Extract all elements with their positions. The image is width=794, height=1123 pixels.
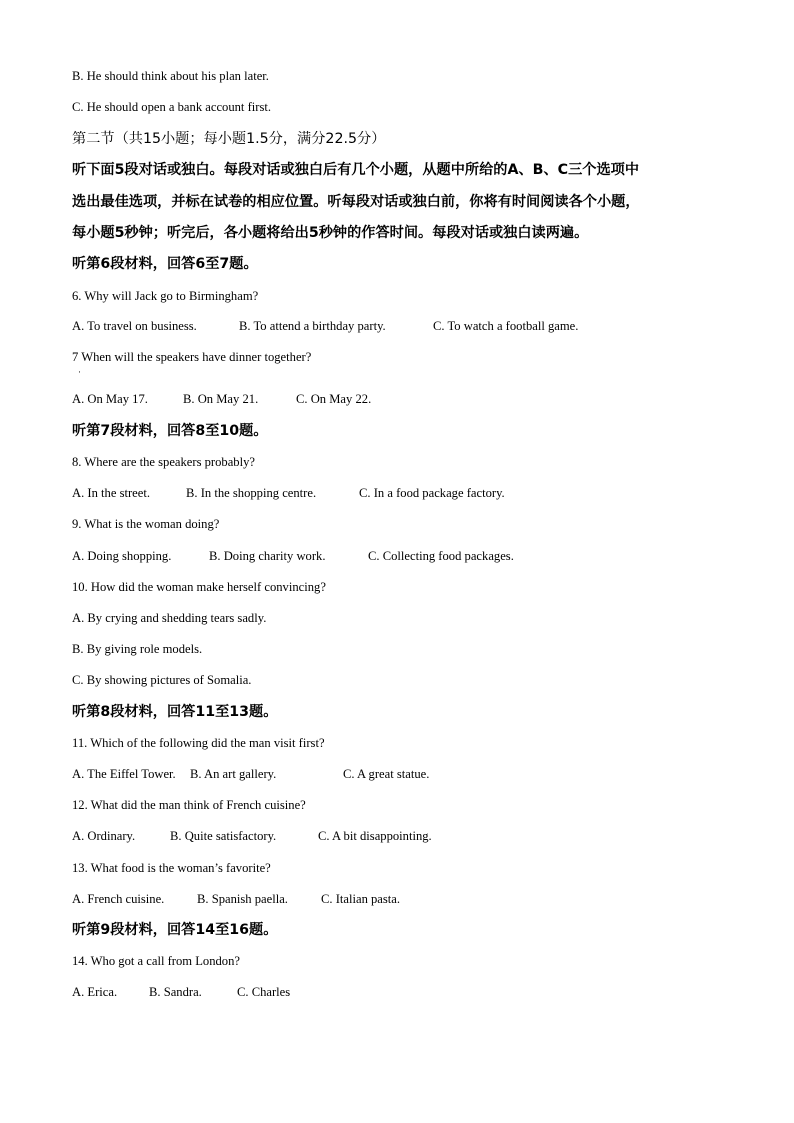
option-c: C. On May 22. xyxy=(296,392,372,406)
question-11: 11. Which of the following did the man visit first? xyxy=(72,736,325,750)
question-12: 12. What did the man think of French cuisine? xyxy=(72,798,306,812)
question-6: 6. Why will Jack go to Birmingham? xyxy=(72,289,259,303)
option-c: C. Collecting food packages. xyxy=(368,549,514,563)
option-a: A. To travel on business. xyxy=(72,319,197,333)
options-6 xyxy=(72,318,578,334)
option-a: A. On May 17. xyxy=(72,392,148,406)
options-12 xyxy=(72,828,432,844)
instruction-line: 听下面5段对话或独白。每段对话或独白后有几个小题，从题中所给的A、B、C三个选项中 xyxy=(72,162,640,178)
options-7 xyxy=(72,391,371,407)
passage-heading: 听第8段材料，回答11至13题。 xyxy=(72,704,278,720)
option-a: A. Ordinary. xyxy=(72,829,136,843)
question-8: 8. Where are the speakers probably? xyxy=(72,455,255,469)
option-b: B. On May 21. xyxy=(183,392,259,406)
options-14 xyxy=(72,984,290,1000)
section-title: 第二节（共15小题；每小题1.5分，满分22.5分） xyxy=(72,131,386,147)
option-a: A. By crying and shedding tears sadly. xyxy=(72,611,267,625)
stray-mark: · xyxy=(78,367,81,377)
option-b: B. An art gallery. xyxy=(190,767,277,781)
option-c: C. In a food package factory. xyxy=(359,486,505,500)
option-b: B. Quite satisfactory. xyxy=(170,829,277,843)
option-line: B. He should think about his plan later. xyxy=(72,69,269,83)
options-13 xyxy=(72,891,400,907)
option-c: C. Italian pasta. xyxy=(321,892,401,906)
option-a: A. In the street. xyxy=(72,486,150,500)
question-14: 14. Who got a call from London? xyxy=(72,954,240,968)
option-b: B. To attend a birthday party. xyxy=(239,319,386,333)
option-b: B. By giving role models. xyxy=(72,642,203,656)
option-line: C. He should open a bank account first. xyxy=(72,100,272,114)
question-7: 7 When will the speakers have dinner together? xyxy=(72,350,312,364)
option-a: A. Doing shopping. xyxy=(72,549,172,563)
option-a: A. The Eiffel Tower. xyxy=(72,767,176,781)
options-8 xyxy=(72,485,505,501)
passage-heading: 听第7段材料，回答8至10题。 xyxy=(72,423,268,439)
option-c: C. By showing pictures of Somalia. xyxy=(72,673,252,687)
options-9 xyxy=(72,548,514,564)
instruction-line: 选出最佳选项，并标在试卷的相应位置。听每段对话或独白前，你将有时间阅读各个小题， xyxy=(72,194,640,210)
instruction-line: 每小题5秒钟；听完后，各小题将给出5秒钟的作答时间。每段对话或独白读两遍。 xyxy=(72,225,589,241)
option-c: C. A great statue. xyxy=(343,767,430,781)
question-13: 13. What food is the woman’s favorite? xyxy=(72,861,271,875)
options-11 xyxy=(72,766,429,782)
option-a: A. French cuisine. xyxy=(72,892,165,906)
option-c: C. Charles xyxy=(237,985,291,999)
question-9: 9. What is the woman doing? xyxy=(72,517,220,531)
option-b: B. Sandra. xyxy=(149,985,202,999)
passage-heading: 听第6段材料，回答6至7题。 xyxy=(72,256,258,272)
option-c: C. A bit disappointing. xyxy=(318,829,432,843)
passage-heading: 听第9段材料，回答14至16题。 xyxy=(72,922,278,938)
question-10: 10. How did the woman make herself convincing? xyxy=(72,580,326,594)
option-b: B. In the shopping centre. xyxy=(186,486,317,500)
option-c: C. To watch a football game. xyxy=(433,319,579,333)
option-b: B. Spanish paella. xyxy=(197,892,288,906)
option-a: A. Erica. xyxy=(72,985,118,999)
option-b: B. Doing charity work. xyxy=(209,549,326,563)
